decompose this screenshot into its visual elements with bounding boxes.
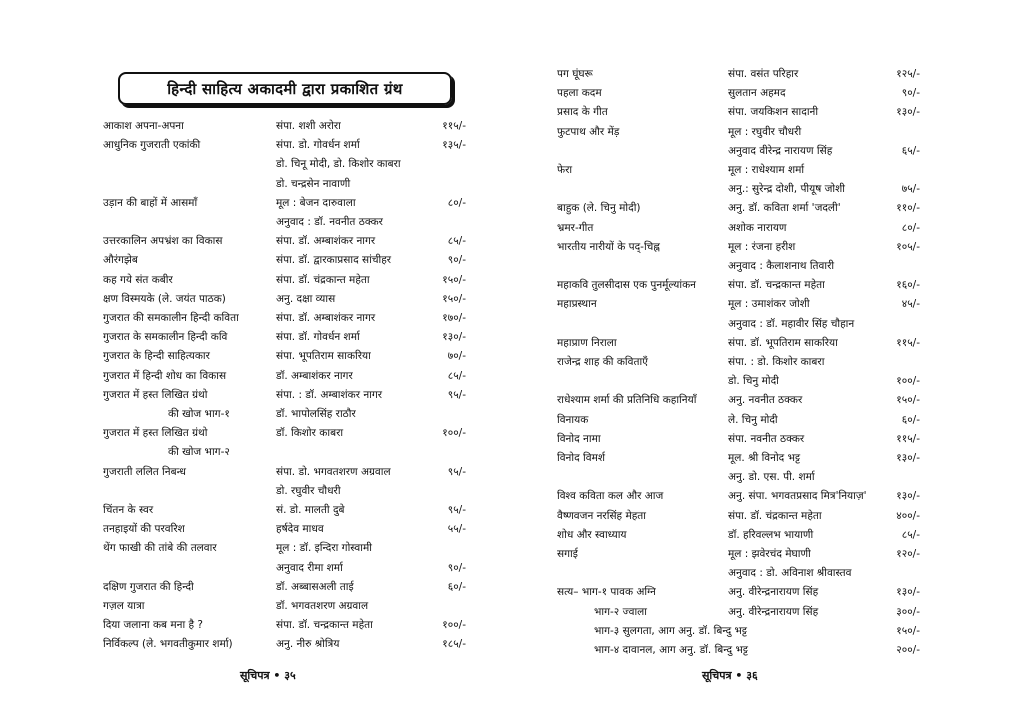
book-title: विनोद नामा [557,432,601,445]
book-author: डो. रघुवीर चौधरी [276,484,341,497]
book-author: संपा. वसंत परिहार [728,68,799,80]
book-price: १३०/- [896,490,920,503]
book-author: डॉ. किशोर काबरा [276,427,344,440]
book-price: ७०/- [447,350,466,363]
book-author: अनु. डो. एस. पी. शर्मा [728,471,815,484]
book-title: गुजराती ललित निबन्ध [103,465,186,478]
book-author: अशोक नारायण [728,221,787,234]
book-price: ११५/- [442,120,466,132]
page-footer-left: सूचिपत्र • ३५ [240,669,296,682]
book-author: हर्षदेव माधव [276,523,324,536]
book-price: ६०/- [447,580,466,593]
book-title: विनायक [557,413,589,426]
catalog-row [0,214,512,230]
catalog-row [512,412,1024,428]
book-title: विनोद विमर्श [557,452,605,464]
book-price: ९०/- [447,254,466,267]
catalog-row [0,560,512,576]
book-price: ६०/- [901,413,920,426]
book-price: १८५/- [442,638,466,651]
catalog-row [0,464,512,480]
catalog-row [512,162,1024,178]
book-title: महाकवि तुलसीदास एक पुनर्मूल्यांकन [557,279,696,292]
catalog-row [0,137,512,153]
page-footer-right: सूचिपत्र • ३६ [702,669,758,682]
catalog-row [0,272,512,288]
book-author: संपा. डॉ. चंद्रकान्त महेता [728,509,822,522]
book-price: १३०/- [442,331,466,344]
book-title: पहला कदम [557,87,602,100]
catalog-row [512,316,1024,332]
book-author: संपा. नवनीत ठक्कर [728,432,805,445]
book-author: डो. चिनु मोदी [728,375,779,388]
catalog-row [0,483,512,499]
book-price: ९५/- [447,388,466,401]
book-price: ९०/- [901,87,920,100]
catalog-row [0,291,512,307]
book-price: १००/- [442,619,466,632]
book-author: डॉ. भगवतशरण अग्रवाल [276,600,369,612]
book-title: फेरा [557,164,573,176]
book-author: डो. चिनू मोदी, डो. किशोर काबरा [276,158,401,171]
book-price: ८५/- [447,235,466,248]
book-author: अनुवाद रीमा शर्मा [276,561,343,574]
book-price: ६५/- [901,144,920,157]
book-title: विश्व कविता कल और आज [557,490,664,503]
catalog-row [0,387,512,403]
catalog-row [0,252,512,268]
book-price: ८५/- [901,528,920,541]
book-author: संपा. डॉ. द्वारकाप्रसाद सांचीहर [276,254,392,267]
catalog-row [0,579,512,595]
right-page [512,0,1024,724]
book-title: दक्षिण गुजरात की हिन्दी [103,580,194,593]
catalog-row [0,348,512,364]
book-author: अनु. संपा. भगवतप्रसाद मित्र'नियाज़' [728,490,867,503]
book-author: अनु. नीरु श्रोत्रिय [276,638,340,651]
book-title: गुजरात में हस्त लिखित ग्रंथो [103,388,208,401]
book-title: भाग-३ सुलगता, आग अनु. डॉ. बिन्दु भट्ट [594,624,748,637]
catalog-row [0,156,512,172]
catalog-row [0,617,512,633]
book-price: ४५/- [901,298,920,311]
book-author: संपा. डॉ. अम्बाशंकर नागर [276,312,376,324]
book-author: अनुवाद : डॉ. महावीर सिंह चौहान [728,317,855,330]
book-author: संपा. शशी अरोरा [276,120,341,132]
book-price: १२५/- [896,68,920,80]
catalog-row [0,329,512,345]
book-title: राधेश्याम शर्मा की प्रतिनिधि कहानियाँ [557,394,697,407]
book-title: प्रसाद के गीत [557,106,608,119]
book-title: आधुनिक गुजराती एकांकी [103,139,201,152]
book-price: ८०/- [901,221,920,234]
book-price: १३०/- [896,452,920,464]
catalog-row [512,200,1024,216]
book-title: चिंतन के स्वर [103,504,154,516]
book-title: वैष्णवजन नरसिंह मेहता [557,509,647,522]
catalog-row [512,508,1024,524]
book-author: मूल. श्री विनोद भट्ट [728,452,801,464]
book-price: ११५/- [896,336,920,349]
book-author: डॉ. अम्बाशंकर नागर [276,369,353,382]
catalog-row [512,450,1024,466]
book-author: मूल : झवेरचंद मेघाणी [728,548,811,560]
book-price: ४००/- [896,509,920,522]
catalog-row [0,521,512,537]
catalog-row [0,368,512,384]
book-author: सं. डो. मालती दुबे [276,504,345,516]
catalog-row [512,66,1024,82]
book-price: १५०/- [442,292,466,305]
book-title: सगाई [557,548,578,560]
book-author: अनु. वीरेन्द्रनारायण सिंह [728,605,819,618]
book-price: ३००/- [896,605,920,618]
book-title: की खोज भाग-२ [168,446,230,459]
book-author: मूल : रघुवीर चौधरी [728,125,802,138]
catalog-row [512,584,1024,600]
catalog-row [512,258,1024,274]
book-author: संपा. डॉ. भूपतिराम साकरिया [728,336,838,349]
book-author: मूल : रंजना हरीश [728,240,796,253]
book-author: मूल : डॉ. इन्दिरा गोस्वामी [276,542,372,555]
book-author: संपा. डो. गोवर्धन शर्मा [276,139,360,152]
catalog-row [0,195,512,211]
book-title: थेंग फाखी की तांबे की तलवार [103,542,217,555]
catalog-row [512,392,1024,408]
catalog-row [512,469,1024,485]
book-author: ले. चिनु मोदी [728,413,778,426]
book-author: संपा. : डो. किशोर काबरा [728,356,825,368]
book-price: १३०/- [896,106,920,119]
book-price: १००/- [896,375,920,388]
book-title: क्षण विस्मयके (ले. जयंत पाठक) [103,292,226,305]
book-title: गुजरात की समकालीन हिन्दी कविता [103,312,239,324]
book-price: १७०/- [442,312,466,324]
book-author: अनुवाद : डॉ. नवनीत ठक्कर [276,216,383,228]
book-author: अनु. डॉ. कविता शर्मा 'जदली' [728,202,841,215]
book-price: ७५/- [901,183,920,196]
catalog-row [0,598,512,614]
book-author: संपा. डॉ. चन्द्रकान्त महेता [276,619,373,632]
book-author: संपा. : डॉ. अम्बाशंकर नागर [276,388,383,401]
book-title: आकाश अपना-अपना [103,120,184,132]
book-title: बाहुक (ले. चिनु मोदी) [557,202,641,215]
book-title: शोध और स्वाध्याय [557,528,627,541]
book-author: डॉ. अब्बासअली ताई [276,580,354,593]
catalog-row [512,104,1024,120]
catalog-row [0,540,512,556]
book-author: संपा. डॉ. गोवर्धन शर्मा [276,331,360,344]
book-title: पग घूंघरू [557,68,593,80]
catalog-row [0,406,512,422]
book-price: १५०/- [442,273,466,286]
book-price: १०५/- [896,240,920,253]
catalog-row [512,373,1024,389]
book-price: ८०/- [447,196,466,209]
book-title: औरंगझेब [103,254,138,267]
book-price: १३०/- [896,586,920,599]
book-title: गुजरात में हिन्दी शोध का विकास [103,369,227,382]
catalog-row [512,565,1024,581]
book-author: संपा. डॉ. अम्बाशंकर नागर [276,235,376,248]
catalog-row [512,220,1024,236]
book-author: डॉ. हरिवल्लभ भायाणी [728,528,814,541]
book-price: ९५/- [447,465,466,478]
book-author: मूल : बेजन दारुवाला [276,196,356,209]
book-title: भाग-४ दावानल, आग अनु. डॉ. बिन्दु भट्ट [594,644,748,656]
book-price: १३५/- [442,139,466,152]
book-title: भ्रमर-गीत [557,221,594,234]
book-author: अनु. नवनीत ठक्कर [728,394,803,407]
book-title: गुजरात में हस्त लिखित ग्रंथो [103,427,208,440]
book-price: १२०/- [896,548,920,560]
catalog-row [0,233,512,249]
book-author: डो. चन्द्रसेन नावाणी [276,177,351,190]
book-price: ९५/- [447,504,466,516]
book-price: १००/- [442,427,466,440]
book-author: संपा. जयकिशन सादानी [728,106,819,119]
book-title: की खोज भाग-१ [168,408,230,420]
book-title: महाप्राण निराला [557,336,617,349]
book-author: अनुवाद : कैलाशनाथ तिवारी [728,260,835,272]
catalog-row [0,444,512,460]
book-title: सत्य– भाग-१ पावक अग्नि [557,586,656,599]
book-author: संपा. भूपतिराम साकरिया [276,350,371,363]
book-price: ९०/- [447,561,466,574]
catalog-row [512,85,1024,101]
catalog-row [512,642,1024,658]
book-author: डॉ. भापोलसिंह राठौर [276,408,356,420]
catalog-row [512,546,1024,562]
catalog-row [0,176,512,192]
book-title: गुजरात के समकालीन हिन्दी कवि [103,331,228,344]
book-author: अनुवाद वीरेन्द्र नारायण सिंह [728,144,833,157]
book-title: उत्तरकालिन अपभ्रंश का विकास [103,235,223,248]
book-price: २००/- [896,644,920,656]
book-title: राजेन्द्र शाह की कविताएँ [557,356,648,368]
book-title: कह गये संत कबीर [103,273,173,286]
catalog-row [512,488,1024,504]
catalog-row [512,354,1024,370]
catalog-row [0,636,512,652]
catalog-row [512,124,1024,140]
catalog-row [512,277,1024,293]
catalog-row [0,425,512,441]
book-author: अनु.: सुरेन्द्र दोशी, पीयूष जोशी [728,183,845,196]
book-title: दिया जलाना कब मना है ? [103,619,204,632]
book-author: अनु. दक्षा व्यास [276,292,336,305]
book-title: गुजरात के हिन्दी साहित्यकार [103,350,210,363]
book-title: फुटपाथ और मेंड़ [557,125,620,138]
catalog-row [512,527,1024,543]
book-title: महाप्रस्थान [557,298,597,311]
book-author: संपा. डॉ. चंद्रकान्त महेता [276,273,370,286]
book-price: ११०/- [896,202,920,215]
book-title: भारतीय नारीयों के पद्-चिह्न [557,240,660,253]
catalog-row [0,310,512,326]
book-price: ११५/- [896,432,920,445]
catalog-row [0,502,512,518]
book-title: गज़ल यात्रा [103,600,145,612]
catalog-row [512,623,1024,639]
catalog-row [0,118,512,134]
catalog-row [512,296,1024,312]
book-title: उड़ान की बाहों में आसमाँ [103,196,198,209]
book-title: निर्विकल्प (ले. भगवतीकुमार शर्मा) [103,638,233,651]
book-author: संपा. डो. भगवतशरण अग्रवाल [276,465,391,478]
book-price: ५५/- [447,523,466,536]
catalog-row [512,431,1024,447]
catalog-row [512,239,1024,255]
book-title: तनहाइयों की परवरिश [103,523,185,536]
catalog-row [512,604,1024,620]
book-title: भाग-२ ज्वाला [594,605,648,618]
catalog-heading: हिन्दी साहित्य अकादमी द्वारा प्रकाशित ग्रंथ [118,72,452,105]
book-price: १५०/- [896,624,920,637]
book-author: मूल : राधेश्याम शर्मा [728,164,805,176]
book-price: १६०/- [896,279,920,292]
catalog-row [512,143,1024,159]
book-price: ८५/- [447,369,466,382]
catalog-row [512,181,1024,197]
catalog-row [512,335,1024,351]
book-author: संपा. डॉ. चन्द्रकान्त महेता [728,279,825,292]
book-author: अनु. वीरेन्द्रनारायण सिंह [728,586,819,599]
book-author: अनुवाद : डो. अविनाश श्रीवास्तव [728,567,852,580]
book-price: १५०/- [896,394,920,407]
book-author: सुलतान अहमद [728,87,786,100]
book-author: मूल : उमाशंकर जोशी [728,298,810,311]
